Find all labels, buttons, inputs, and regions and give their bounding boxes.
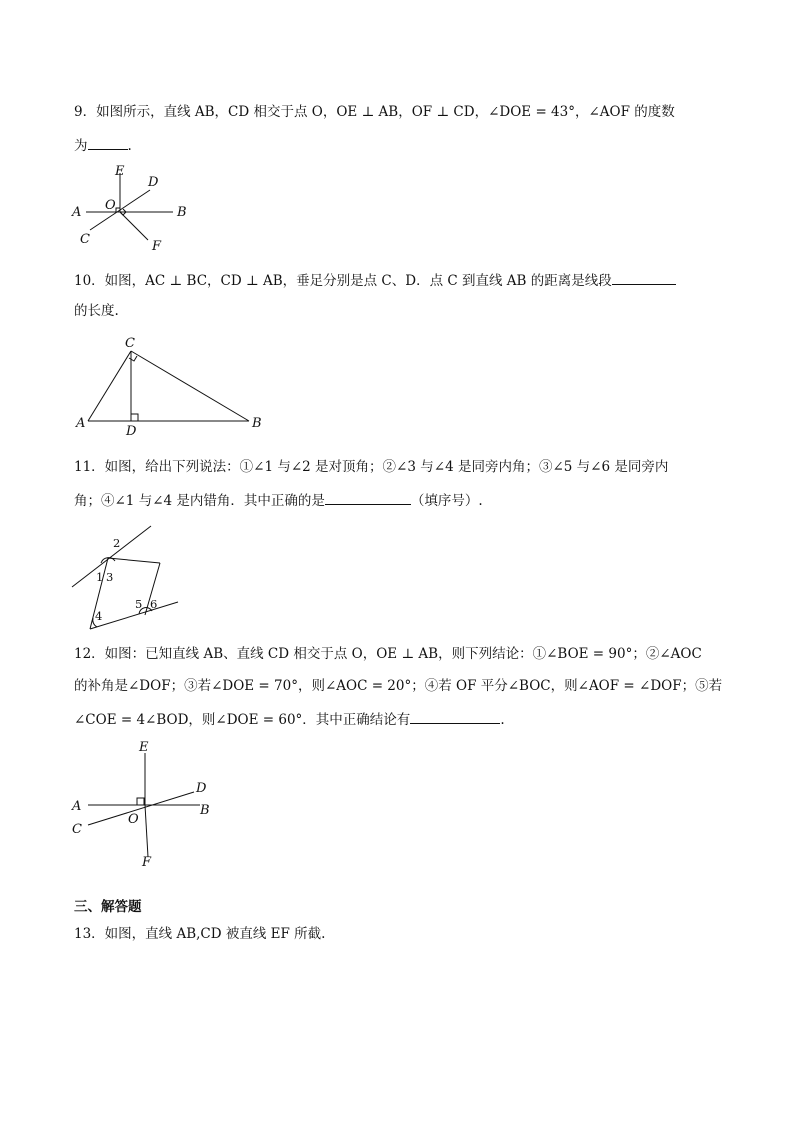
q12-right-angle-mark: [137, 798, 144, 805]
q9-text-line2: [74, 135, 132, 155]
q9-text-line1: 9．如图所示，直线 AB，CD 相交于点 O，OE ⊥ AB，OF ⊥ CD，∠DOE = 43°，∠AOF 的度数: [74, 104, 675, 120]
q11-label-4: 4: [95, 609, 103, 623]
q12-answer-blank[interactable]: [410, 709, 500, 724]
q12-text-line1: 12．如图：已知直线 AB、直线 CD 相交于点 O，OE ⊥ AB，则下列结论：①∠BOE = 90°；②∠AOC: [74, 646, 702, 662]
q10-answer-blank[interactable]: [612, 270, 676, 285]
q10-right-angle-mark-c: [129, 356, 137, 361]
q12-label-e: E: [139, 740, 149, 755]
q9-line2-pre: 为: [74, 138, 88, 154]
q12-ray-of: [145, 805, 148, 857]
q11-answer-blank[interactable]: [325, 490, 411, 505]
q9-label-e: E: [115, 164, 125, 179]
q13-text: 13．如图，直线 AB,CD 被直线 EF 所截.: [74, 926, 326, 942]
q9-label-b: B: [177, 205, 187, 220]
q11-line2-pre: 角；④∠1 与∠4 是内错角．其中正确的是: [74, 493, 325, 509]
q10-text-line2: 的长度.: [74, 303, 119, 319]
q12-label-f: F: [142, 855, 152, 870]
q10-text-line1: [74, 270, 676, 290]
q12-text-line3: [74, 709, 505, 729]
q12-label-o: O: [128, 812, 139, 827]
q11-line-bottom: [90, 602, 178, 629]
q12-line3-pre: ∠COE = 4∠BOD，则∠DOE = 60°．其中正确结论有: [74, 712, 411, 728]
q9-ray-of: [120, 212, 148, 240]
q9-label-c: C: [80, 232, 90, 247]
q12-line3-post: .: [500, 712, 505, 728]
q10-line1-text: 10．如图，AC ⊥ BC，CD ⊥ AB，垂足分别是点 C、D．点 C 到直线 AB 的距离是线段: [74, 273, 612, 289]
q11-label-3: 3: [106, 570, 114, 584]
q12-label-a: A: [72, 799, 82, 814]
q11-segment-top: [108, 558, 160, 563]
q10-label-a: A: [76, 416, 86, 431]
q9-label-f: F: [152, 239, 162, 254]
q11-figure: [68, 520, 188, 632]
q12-text-line2: 的补角是∠DOF；③若∠DOE = 70°，则∠AOC = 20°；④若 OF 平分∠BOC，则∠AOF = ∠DOF；⑤若: [74, 678, 723, 694]
q10-figure: [72, 333, 272, 438]
q12-line-cd: [88, 792, 194, 825]
section-heading: 三、解答题: [74, 899, 142, 915]
q10-segment-bc: [131, 351, 249, 421]
q11-text-line1: 11．如图，给出下列说法：①∠1 与∠2 是对顶角；②∠3 与∠4 是同旁内角；③∠5 与∠6 是同旁内: [74, 459, 669, 475]
q11-label-2: 2: [113, 536, 121, 550]
q10-segment-ac: [88, 351, 131, 421]
q9-label-o: O: [105, 198, 116, 213]
q9-label-d: D: [148, 175, 159, 190]
q11-label-6: 6: [150, 597, 158, 611]
q11-label-5: 5: [135, 597, 143, 611]
q10-label-b: B: [252, 416, 262, 431]
q11-line2-post: （填序号）.: [410, 493, 483, 509]
q12-label-d: D: [196, 781, 207, 796]
q11-text-line2: [74, 490, 483, 510]
q9-line2-post: .: [127, 138, 132, 154]
q12-figure: [68, 735, 228, 870]
q10-label-d: D: [126, 424, 137, 439]
q9-answer-blank[interactable]: [88, 135, 128, 150]
q12-label-b: B: [200, 803, 210, 818]
q10-right-angle-mark-d: [131, 414, 138, 421]
q9-label-a: A: [72, 205, 82, 220]
q12-label-c: C: [72, 822, 82, 837]
q9-figure: [68, 158, 198, 258]
q11-label-1: 1: [96, 570, 104, 584]
q10-label-c: C: [125, 336, 135, 351]
